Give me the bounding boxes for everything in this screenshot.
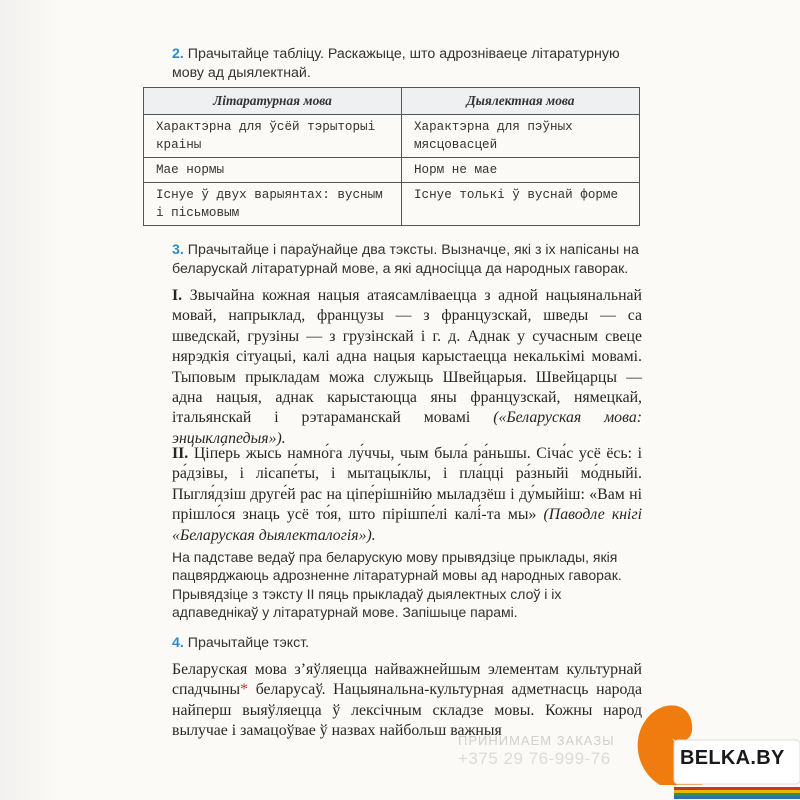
watermark [458,732,615,768]
table-cell: Існуе ў двух варыянтах: вусным і пісьмовым [144,183,402,226]
table-header-row [144,88,640,115]
comparison-table [143,87,640,226]
table-cell: Існуе толькі ў вуснай форме [402,183,640,226]
exercise-text: Прачытайце і параўнайце два тэксты. Вызначце, які з іх напісаны на беларускай літаратурнай мове, а які адносіцца да народных гаворак. [172,242,639,277]
table-header-literary: Літаратурная мова [144,88,402,115]
exercise-number: 3. [172,242,184,258]
table-cell: Мае нормы [144,158,402,183]
table-cell: Характэрна для пэўных мясцовасцей [402,115,640,158]
table-row [144,115,640,158]
text-two-source: (Паводле кнігі «Беларуская дыялекталогія»). [172,506,642,544]
watermark-line-2: +375 29 76-999-76 [458,749,611,768]
exercise-text: Прачытайце тэкст. [187,635,310,651]
table-row [144,158,640,183]
table-cell: Норм не мае [402,158,640,183]
table-cell: Характэрна для ўсёй тэрыторыі краіны [144,115,402,158]
squirrel-icon [630,690,800,800]
table-header-dialect: Дыялектная мова [402,88,640,115]
table-row [144,183,640,226]
exercise-3-instruction [172,241,642,279]
text-two-label: ІІ. [172,445,189,462]
text-one [172,286,642,449]
text-one-label: І. [172,287,183,304]
task-note-1: На падставе ведаў пра беларускую мову прывядзіце прыклады, якія пацвярджаюць адрозненне літаратурнай мовы ад народных гаворак. [172,549,622,583]
text-two-body: Ціпе́рь жысь намно́га лу́ччы, чым была́ ра́ньшы. Січа́с усё ёсь: і ра́дзівы, і лісапе́ты, і мытацы́клы, і пла́цці ра́зныйі мо́дныйі. Пыгля́дзіш друге́й рас на ціпе́рішнійю мыладзёш і ду́мыйіш: «Вам ні прішло́ся знаць усё то́я, што пірішпе́лі калі́-та мы» [172,445,643,524]
footnote-star: * [240,681,249,699]
exercise-number: 2. [172,46,184,62]
exercise-2-instruction [172,45,642,83]
text-four-body-a: Беларуская мова з’яўляецца найважнейшым элементам культурнай спадчыны [172,661,642,699]
text-one-body: Звычайна кожная нацыя атаясамліваецца з адной нацыянальнай мовай, напрыклад, французы — з французскай, шведы — са шведскай, грузіны — з грузінскай і г. д. Аднак у сучасным свеце нярэдкія сітуацыі, калі адна нацыя карыстаецца некалькімі мовамі. Тыповым прыкладам можа служыць Швейцарыя. Швейцарцы — адна нацыя, аднак карыстаюцца яны французскай, нямецкай, італьянскай і рэтараманскай мовамі [172,287,642,427]
logo-text: BELKA.BY [680,747,785,769]
watermark-line-1: ПРИНИМАЕМ ЗАКАЗЫ [458,733,615,748]
text-four [172,660,642,742]
task-note-2: Прывядзіце з тэксту ІІ пяць прыкладаў дыялектных слоў і іх адпаведнікаў у літаратурнай мове. Запішыце парамі. [172,586,562,620]
text-two [172,444,642,546]
page-gutter-shadow [0,0,60,800]
text-one-source: («Беларуская мова: энцыклапедыя»). [172,409,642,447]
exercise-number: 4. [172,635,184,651]
exercise-4-instruction [172,634,642,653]
text-four-body-b: беларусаў. Нацыянальна-культурная адметнасць народа найперш выяўляецца ў лексічным складзе мовы. Кожны народ вылучае і замацоўвае ў назвах найбольш важныя [172,681,642,740]
exercise-text: Прачытайце табліцу. Раскажыце, што адрозніваеце літаратурную мову ад дыялектнай. [172,46,620,81]
